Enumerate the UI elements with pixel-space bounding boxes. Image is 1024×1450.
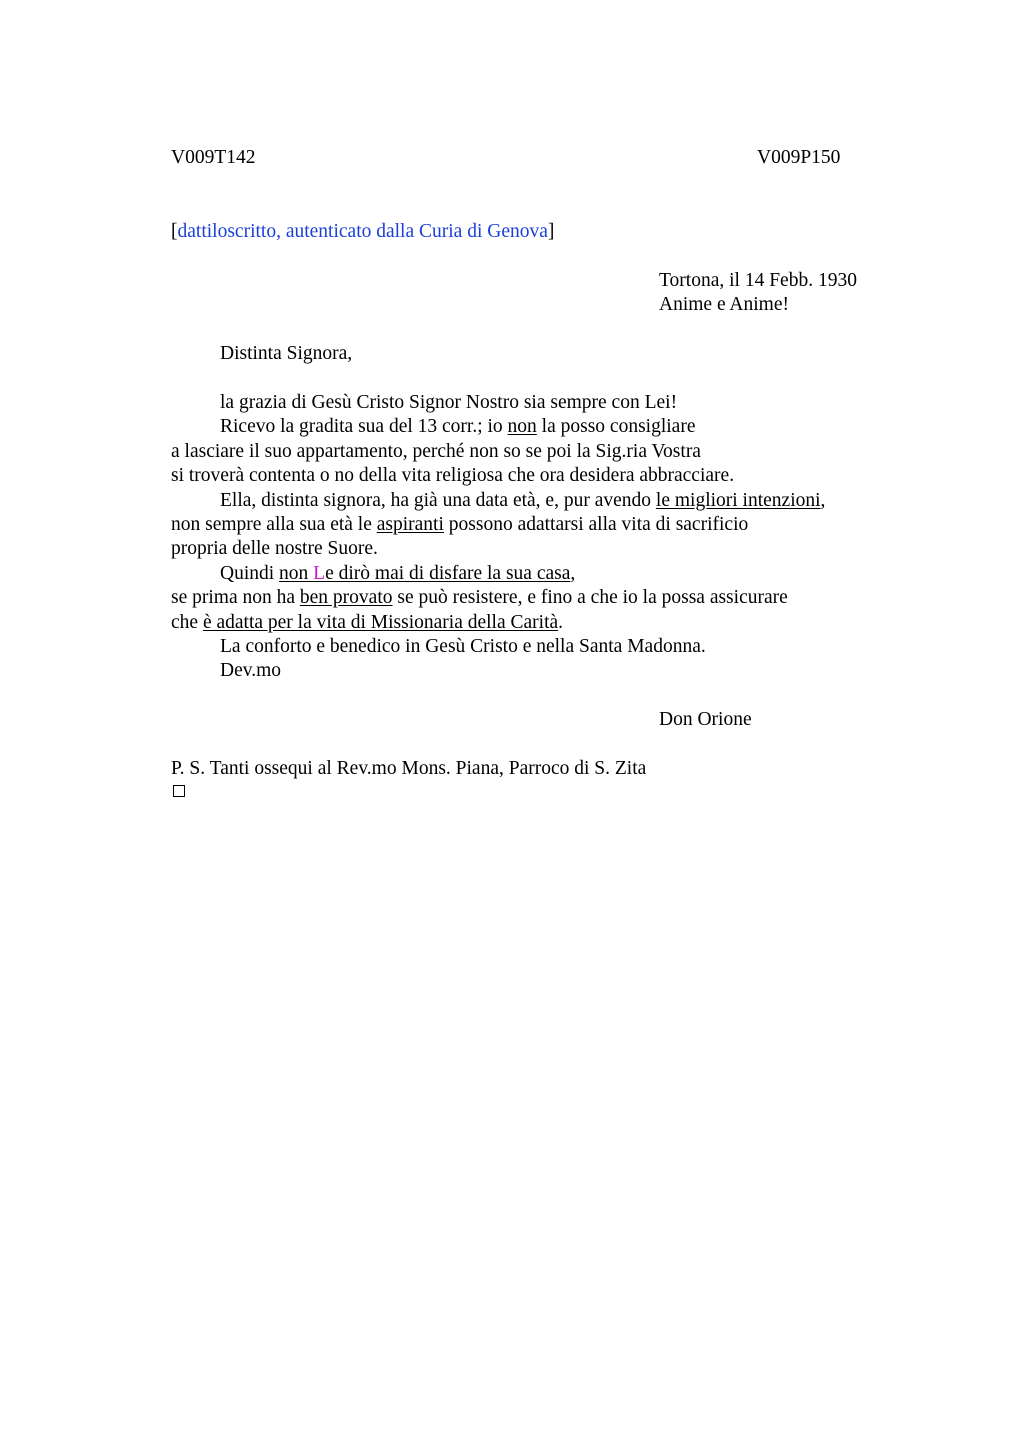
letter-line bbox=[171, 635, 871, 659]
underlined-text bbox=[279, 563, 570, 584]
line-text: possono adattarsi alla vita di sacrificio bbox=[443, 513, 749, 535]
underlined-text: aspiranti bbox=[376, 513, 444, 535]
letter-postscript: P. S. Tanti ossequi al Rev.mo Mons. Piana, Parroco di S. Zita bbox=[171, 758, 647, 779]
line-text: , bbox=[570, 562, 576, 584]
letter-line bbox=[171, 440, 871, 464]
line-text: se prima non ha bbox=[171, 587, 300, 609]
letter-line bbox=[171, 513, 871, 537]
letter-motto: Anime e Anime! bbox=[659, 294, 789, 315]
letter-line bbox=[171, 489, 871, 513]
line-text: si troverà contenta o no della vita religiosa che ora desidera abbracciare. bbox=[171, 465, 735, 487]
line-text: Ricevo la gradita sua del 13 corr.; io bbox=[220, 416, 508, 438]
line-text: se può resistere, e fino a che io la possa assicurare bbox=[392, 587, 788, 609]
line-text: la grazia di Gesù Cristo Signor Nostro sia sempre con Lei! bbox=[220, 392, 678, 413]
letter-place-date: Tortona, il 14 Febb. 1930 bbox=[659, 270, 857, 291]
letter-line bbox=[171, 611, 871, 635]
letter-line bbox=[171, 391, 871, 415]
letter-body bbox=[171, 391, 871, 684]
letter-line bbox=[171, 415, 871, 439]
line-text: propria delle nostre Suore. bbox=[171, 538, 378, 560]
document-code-left: V009T142 bbox=[171, 147, 256, 168]
source-note-open-bracket: [ bbox=[171, 221, 178, 242]
letter-line bbox=[171, 537, 871, 561]
underlined-part: non bbox=[279, 562, 314, 584]
line-text: , bbox=[820, 489, 826, 511]
underlined-text: ben provato bbox=[299, 587, 393, 609]
underlined-part: e dirò mai di disfare la sua casa bbox=[325, 562, 571, 584]
letter-line bbox=[171, 586, 871, 610]
line-text: . bbox=[558, 611, 564, 633]
letter-signature: Don Orione bbox=[659, 709, 752, 730]
line-text: non sempre alla sua età le bbox=[171, 513, 377, 535]
letter-salutation: Distinta Signora, bbox=[220, 343, 353, 364]
closing-text: Dev.mo bbox=[220, 660, 282, 682]
document-code-right: V009P150 bbox=[757, 147, 841, 168]
source-note-close-bracket: ] bbox=[547, 221, 555, 242]
source-note bbox=[171, 220, 554, 244]
line-text: Quindi bbox=[220, 562, 280, 584]
line-text: che bbox=[171, 611, 203, 633]
letter-closing bbox=[171, 659, 871, 683]
underlined-text: non bbox=[507, 416, 537, 438]
letter-line bbox=[171, 464, 871, 488]
underlined-text: è adatta per la vita di Missionaria della Carità bbox=[202, 611, 559, 633]
line-text: la posso consigliare bbox=[536, 416, 696, 438]
line-text: a lasciare il suo appartamento, perché non so se poi la Sig.ria Vostra bbox=[171, 440, 701, 462]
letter-line bbox=[171, 562, 871, 586]
line-text: La conforto e benedico in Gesù Cristo e nella Santa Madonna. bbox=[220, 635, 706, 657]
source-note-text: dattiloscritto, autenticato dalla Curia di Genova bbox=[177, 221, 548, 242]
highlighted-letter: L bbox=[313, 562, 326, 584]
underlined-text: le migliori intenzioni bbox=[655, 489, 821, 511]
line-text: Ella, distinta signora, ha già una data età, e, pur avendo bbox=[220, 489, 656, 511]
square-box-icon bbox=[173, 785, 185, 797]
